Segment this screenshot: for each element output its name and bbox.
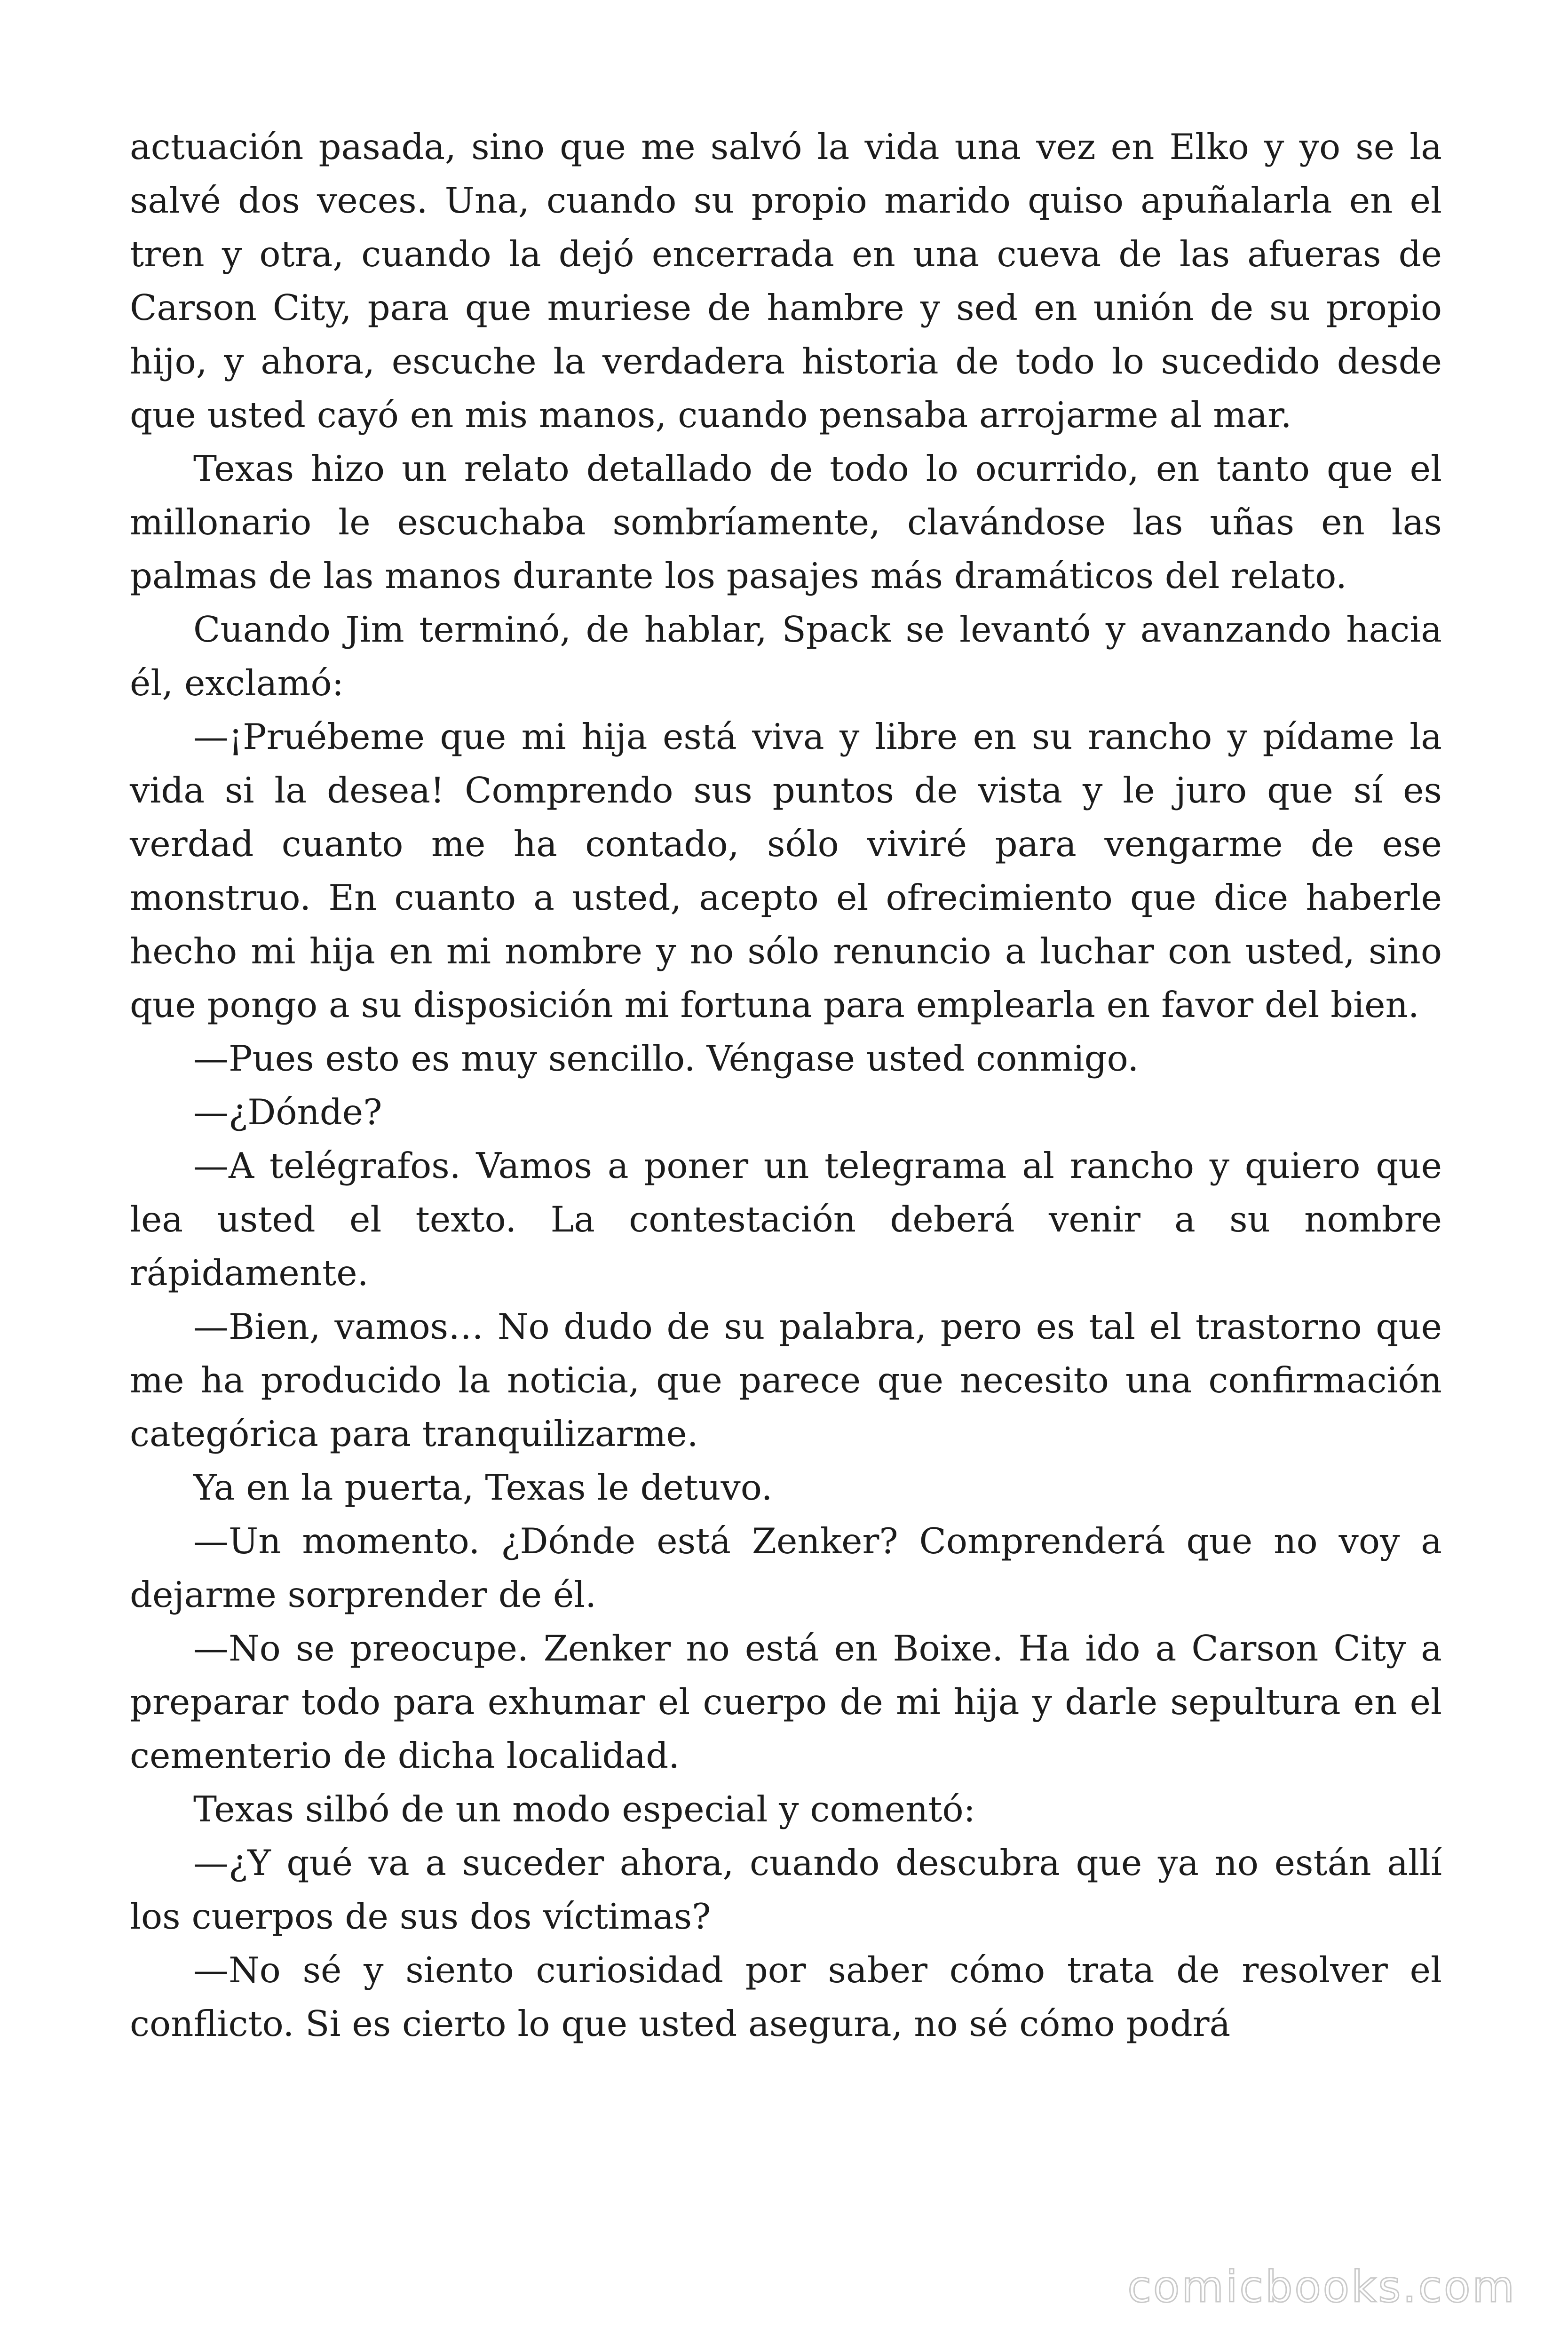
paragraph: actuación pasada, sino que me salvó la vida una vez en Elko y yo se la salvé dos veces. Una, cuando su propio marido quiso apuñalarla en el tren y otra, cuando la dejó encerrada en una cueva de las afueras de Carson City, para que muriese de hambre y sed en unión de su propio hijo, y ahora, escuche la verdadera historia de todo lo sucedido desde que usted cayó en mis manos, cuando pensaba arrojarme al mar. <box>130 126 1442 436</box>
paragraph: —¡Pruébeme que mi hija está viva y libre en su rancho y pídame la vida si la desea! Comprendo sus puntos de vista y le juro que sí es verdad cuanto me ha contado, sólo viviré para vengarme de ese monstruo. En cuanto a usted, acepto el ofrecimiento que dice haberle hecho mi hija en mi nombre y no sólo renuncio a luchar con usted, sino que pongo a su disposición mi fortuna para emplearla en favor del bien. <box>130 716 1442 1025</box>
paragraph: —Pues esto es muy sencillo. Véngase usted conmigo. <box>193 1038 1139 1079</box>
paragraph: —¿Dónde? <box>193 1091 382 1133</box>
paragraph: —Bien, vamos… No dudo de su palabra, pero es tal el trastorno que me ha producido la noticia, que parece que necesito una confirmación categórica para tranquilizarme. <box>130 1306 1442 1454</box>
paragraph: Cuando Jim terminó, de hablar, Spack se levantó y avanzando hacia él, exclamó: <box>130 609 1442 704</box>
paragraph: —Un momento. ¿Dónde está Zenker? Comprenderá que no voy a dejarme sorprender de él. <box>130 1520 1442 1615</box>
paragraph: —¿Y qué va a suceder ahora, cuando descubra que ya no están allí los cuerpos de sus dos víctimas? <box>130 1842 1442 1937</box>
body-text <box>130 120 1442 2050</box>
paragraph: Texas silbó de un modo especial y comentó: <box>193 1788 975 1830</box>
watermark: comicbooks.com <box>1127 2262 1516 2312</box>
paragraph: —No se preocupe. Zenker no está en Boixe. Ha ido a Carson City a preparar todo para exhumar el cuerpo de mi hija y darle sepultura en el cementerio de dicha localidad. <box>130 1628 1442 1776</box>
paragraph: Ya en la puerta, Texas le detuvo. <box>193 1467 773 1508</box>
paragraph: —No sé y siento curiosidad por saber cómo trata de resolver el conflicto. Si es cierto lo que usted asegura, no sé cómo podrá <box>130 1949 1442 2044</box>
paragraph: Texas hizo un relato detallado de todo lo ocurrido, en tanto que el millonario le escuchaba sombríamente, clavándose las uñas en las palmas de las manos durante los pasajes más dramáticos del relato. <box>130 448 1442 596</box>
paragraph: —A telégrafos. Vamos a poner un telegrama al rancho y quiero que lea usted el texto. La contestación deberá venir a su nombre rápidamente. <box>130 1145 1442 1294</box>
